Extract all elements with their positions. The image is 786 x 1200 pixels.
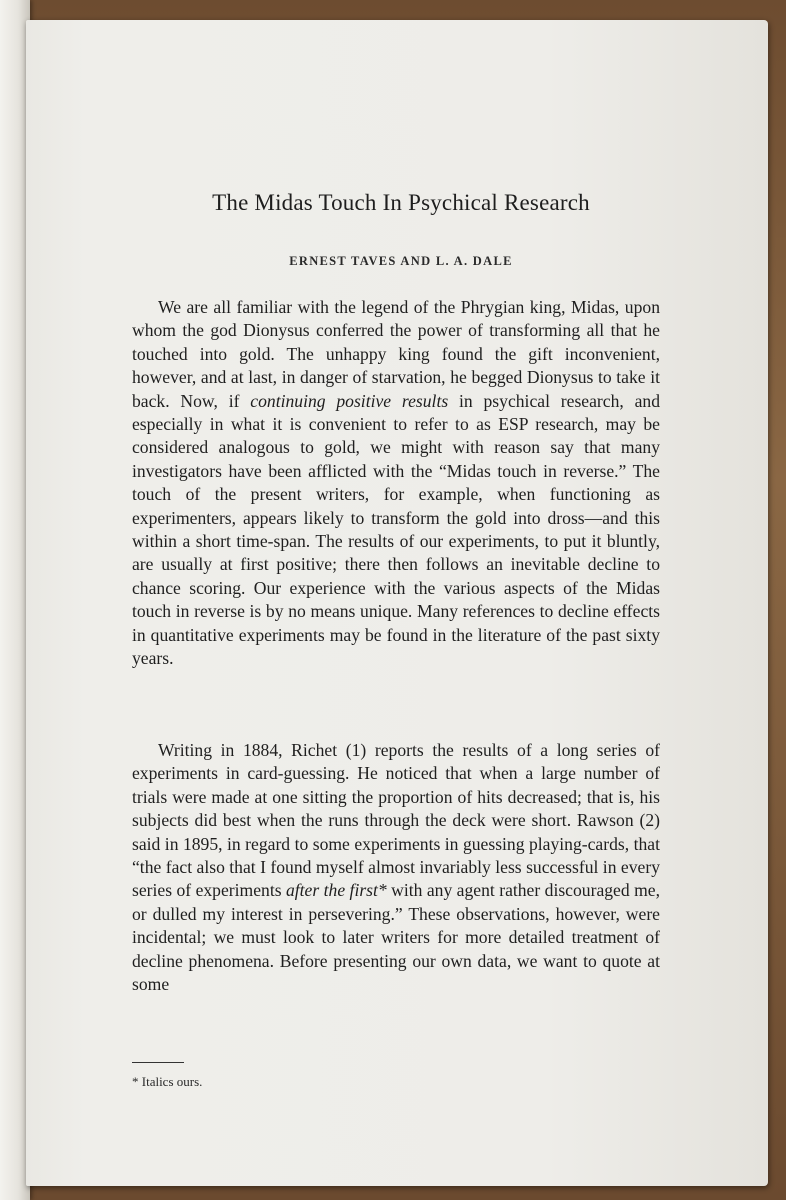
article-authors: ERNEST TAVES AND L. A. DALE — [289, 254, 513, 268]
footnote: * Italics ours. — [132, 1074, 203, 1089]
paragraph-1 — [132, 296, 660, 671]
paragraph-1-tail: in psychical research, and especially in what it is convenient to refer to as ESP research, may be considered analogous to gold, we might with reason say that many investigators have been afflicted with the “Midas touch in reverse.” The touch of the present writers, for example, when functioning as experimenters, appears likely to transform the gold into dross—and this within a short time-span. The results of our experiments, to put it bluntly, are usually at first positive; there then follows an inevitable decline to chance scoring. Our experience with the various aspects of the Midas touch in reverse is by no means unique. Many references to decline effects in quantitative experiments may be found in the literature of the past sixty years. — [132, 390, 660, 669]
footnote-rule — [132, 1062, 184, 1063]
paragraph-2-lead: Writing in 1884, Richet (1) reports the results of a long series of experiments in card-guessing. He noticed that when a large number of trials were made at one sitting the proportion of hits decreased; that is, his subjects did best when the runs through the deck were short. Rawson (2) said in 1895, in regard to some experiments in guessing playing-cards, that “the fact also that I found myself almost invariably less successful in every series of experiments — [132, 740, 660, 901]
paragraph-2 — [132, 739, 660, 996]
paragraph-1-italic: continuing positive results — [250, 390, 449, 411]
paragraph-2-tail: with any agent rather discouraged me, or dulled my interest in persevering.” These observations, however, were incidental; we must look to later writers for more detailed treatment of decline phenomena. Before presenting our own data, we want to quote at some — [132, 880, 660, 995]
book-page — [26, 20, 768, 1186]
paragraph-2-italic: after the first* — [285, 880, 387, 901]
article-title: The Midas Touch In Psychical Research — [212, 190, 590, 215]
paragraph-1-lead: We are all familiar with the legend of the Phrygian king, Midas, upon whom the god Dionysus conferred the power of transforming all that he touched into gold. The unhappy king found the gift inconvenient, however, and at last, in danger of starvation, he begged Dionysus to take it back. Now, if — [132, 297, 660, 411]
